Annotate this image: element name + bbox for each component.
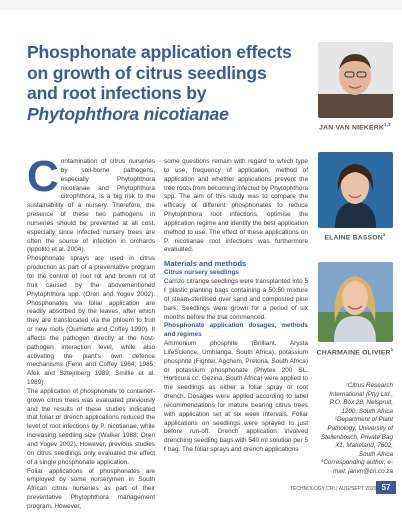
page-number: 57 bbox=[376, 481, 396, 494]
subsection-heading: Phosphonate application dosages, methods and regimes bbox=[164, 322, 308, 339]
paragraph: some questions remain with regard to which type to use, frequency of application, method of application and whether applications prevent the tree roots from becoming infected by Phytophthora spp. The aim of this study was to compare the efficacy of different phosphonates to reduce Phytophthora root infections, optimise the application regime and identify the best application method to use. The effect of these applications on P. nicotianae root infections was furthermore evaluated. bbox=[164, 158, 308, 254]
paragraph: The application of phosphonate to container-grown citrus trees was evaluated previously and the results of these studies indicated that foliar or drench applications reduced the level of root infections by P. nicotianae, while increasing seedling size (Walker 1988; Oren and Yogev 2002). However, previous studies on citrus seedlings only evaluated the effect of a single phosphonate application. bbox=[27, 387, 155, 466]
title-line-3: and root infections by bbox=[27, 83, 207, 103]
author-name-3: CHARMAINE OLIVIER$^1$ bbox=[316, 347, 394, 357]
affiliation-2: ²Department of Plant Pathology, University of Stellenbosch, Private Bag X1, Matieland, 7602, South Africa bbox=[320, 416, 393, 458]
paragraph: ontamination of citrus nurseries by soil-borne pathogens, especially Phytophthora nicotianae and Phytophthora citrophthora, is a big risk to the sustainability of a nursery. Therefore, the presence of these two pathogens in nurseries should be prevented at all cost, especially since infected nursery trees are often the source of infection in orchards (Ippolito et al. 2004). bbox=[27, 158, 155, 254]
title-line-4: Phytophthora nicotianae bbox=[27, 103, 229, 124]
title-line-1: Phosphonate application effects bbox=[27, 42, 292, 62]
drop-cap: C bbox=[27, 152, 59, 201]
paragraph: Phosphonate sprays are used in citrus production as part of a preventative program for the control of root rot and brown rot of fruit caused by the abovementioned Phytophthora spp. (Oren and Yogev 2002). Phosphonates via foliar application are readily absorbed by the leaves, after which they are translocated via the phloem to fruit or new roots (Ouimette and Coffey 1990). It affects the pathogen directly at the host-pathogen interaction level, while also activating the plant's own defence mechanisms (Fenn and Coffey 1984; 1985; Afek and Sztejnberg 1989; Smillie et al. 1989). bbox=[27, 255, 155, 387]
footer-text: TECHNOLOGY CRI | AUG/SEPT 2020 bbox=[290, 486, 377, 492]
author-photo-olivier bbox=[318, 262, 393, 342]
top-bar bbox=[0, 0, 402, 10]
paragraph: Foliar applications of phosphonates are employed by some nurserymen in South African citrus nurseries as part of their preventative Phytophthora management program. However, bbox=[27, 467, 155, 510]
paragraph: Ammonium phosphite (Brilliant, Arysta LifeScience, Umhlanga, South Africa), potassium phosphite (Fighter, Agchem, Pretoria, South Africa) or potassium phosphonate (Phytex 200 SL, Horticura cc, Gezina, South Africa) were applied to the seedlings as either a foliar spray or root drench. Dosages were applied according to label recommendations for mature bearing citrus trees with application set at six week intervals. Foliar applications on seedlings were sprayed to just before run-off. Drench application involved drenching seedling bags with 540 ml solution per 5 ℓ bag. The foliar sprays and drench applications bbox=[164, 340, 308, 454]
title-line-2: on growth of citrus seedlings bbox=[27, 62, 267, 83]
paragraph: Carrizo citrange seedlings were transplanted into 5 ℓ plastic planting bags containing a 50:50 mixture of steam-sterilised river sand and composted pine bark. Seedlings were grown for a period of six months before the trial commenced. bbox=[164, 278, 308, 321]
section-heading: Materials and methods bbox=[164, 259, 247, 269]
subsection-heading: Citrus nursery seedlings bbox=[164, 269, 239, 277]
author-photo-basson bbox=[318, 152, 393, 228]
affiliations bbox=[318, 382, 393, 477]
article-title bbox=[27, 42, 312, 124]
corresponding-author: *Corresponding author, e-mail: janvn@cri.co.za bbox=[320, 459, 393, 475]
body-column-1 bbox=[27, 152, 155, 512]
body-column-2 bbox=[164, 158, 308, 455]
author-name-1: JAN VAN NIEKERK$^{1,2}$ bbox=[319, 122, 391, 132]
author-name-2: ELAINE BASSON$^1$ bbox=[324, 232, 386, 242]
author-photo-van-niekerk bbox=[318, 42, 393, 118]
affiliation-1: ¹Citrus Research International (Pty) Ltd., P.O. Box 28, Nelspruit, 1200, South Africa bbox=[329, 382, 393, 415]
